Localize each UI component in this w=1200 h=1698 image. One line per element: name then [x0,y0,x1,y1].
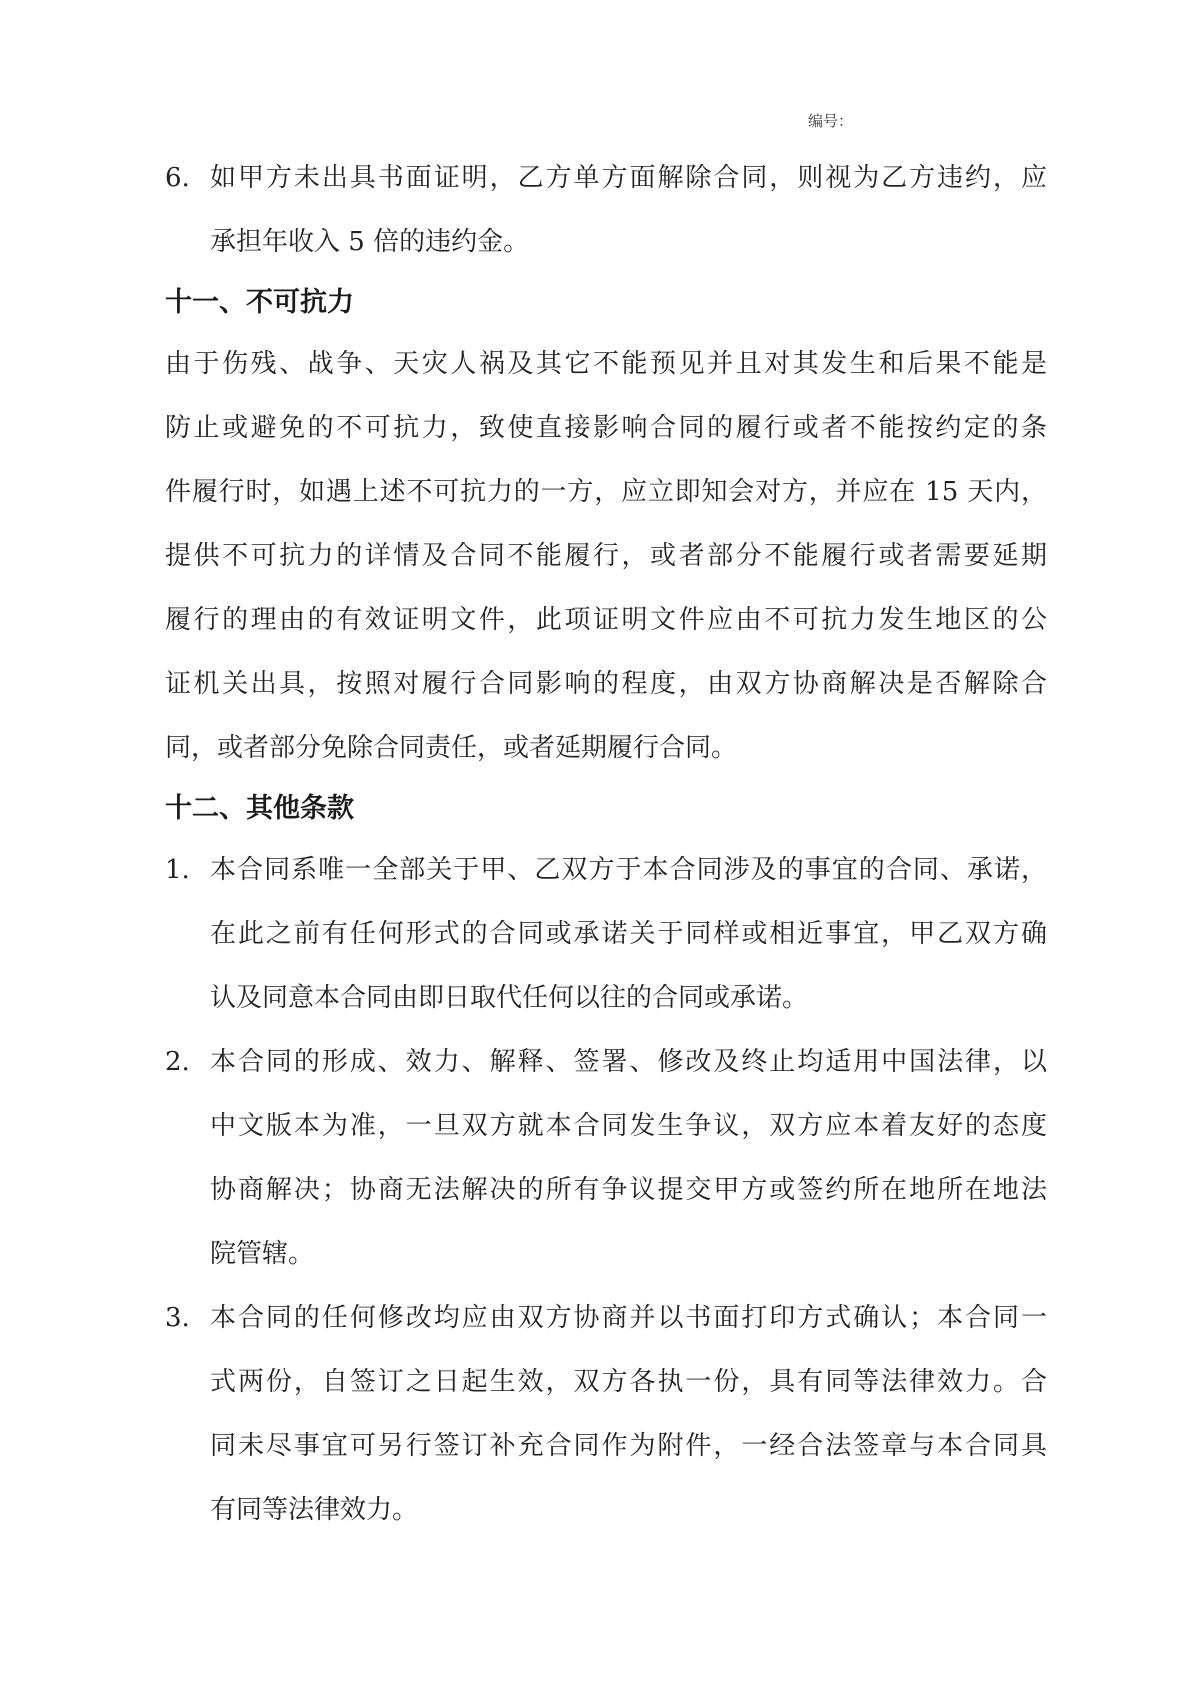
numbered-clause [165,838,1047,1030]
clause-number: 1. [165,855,190,885]
text-line: 履行的理由的有效证明文件，此项证明文件应由不可抗力发生地区的公 [165,605,1047,635]
text-line: 件履行时，如遇上述不可抗力的一方，应立即知会对方，并应在 15 天内， [165,477,1047,507]
clause-number: 3. [165,1303,190,1333]
text-line: 同未尽事宜可另行签订补充合同作为附件，一经合法签章与本合同具 [210,1431,1047,1461]
section-heading: 十二、其他条款 [165,793,354,824]
text-line: 有同等法律效力。 [210,1495,419,1525]
numbered-clause [165,1286,1047,1542]
section-heading: 十一、不可抗力 [165,287,354,318]
text-line: 防止或避免的不可抗力，致使直接影响合同的履行或者不能按约定的条 [165,413,1047,443]
text-line: 本合同的形成、效力、解释、签署、修改及终止均适用中国法律，以 [210,1047,1047,1077]
text-line: 本合同的任何修改均应由双方协商并以书面打印方式确认；本合同一 [210,1303,1047,1333]
document-number-label: 编号： [808,112,854,130]
text-line: 认及同意本合同由即日取代任何以往的合同或承诺。 [210,983,809,1013]
text-line: 由于伤残、战争、天灾人祸及其它不能预见并且对其发生和后果不能是 [165,349,1047,379]
document-body [165,146,1047,1542]
text-line: 证机关出具，按照对履行合同影响的程度，由双方协商解决是否解除合 [165,669,1047,699]
paragraph [165,332,1047,780]
text-line: 协商解决；协商无法解决的所有争议提交甲方或签约所在地所在地法 [210,1175,1047,1205]
text-line: 在此之前有任何形式的合同或承诺关于同样或相近事宜，甲乙双方确 [210,919,1047,949]
text-line: 中文版本为准，一旦双方就本合同发生争议，双方应本着友好的态度 [210,1111,1047,1141]
text-line: 同，或者部分免除合同责任，或者延期履行合同。 [165,733,738,763]
numbered-clause [165,146,1047,274]
text-line: 承担年收入 5 倍的违约金。 [210,227,530,257]
numbered-clause [165,1030,1047,1286]
text-line: 院管辖。 [210,1239,315,1269]
clause-number: 2. [165,1047,190,1077]
text-line: 式两份，自签订之日起生效，双方各执一份，具有同等法律效力。合 [210,1367,1047,1397]
clause-number: 6. [165,163,190,193]
text-line: 如甲方未出具书面证明，乙方单方面解除合同，则视为乙方违约，应 [210,163,1047,193]
text-line: 提供不可抗力的详情及合同不能履行，或者部分不能履行或者需要延期 [165,541,1047,571]
text-line: 本合同系唯一全部关于甲、乙双方于本合同涉及的事宜的合同、承诺， [210,855,1047,885]
